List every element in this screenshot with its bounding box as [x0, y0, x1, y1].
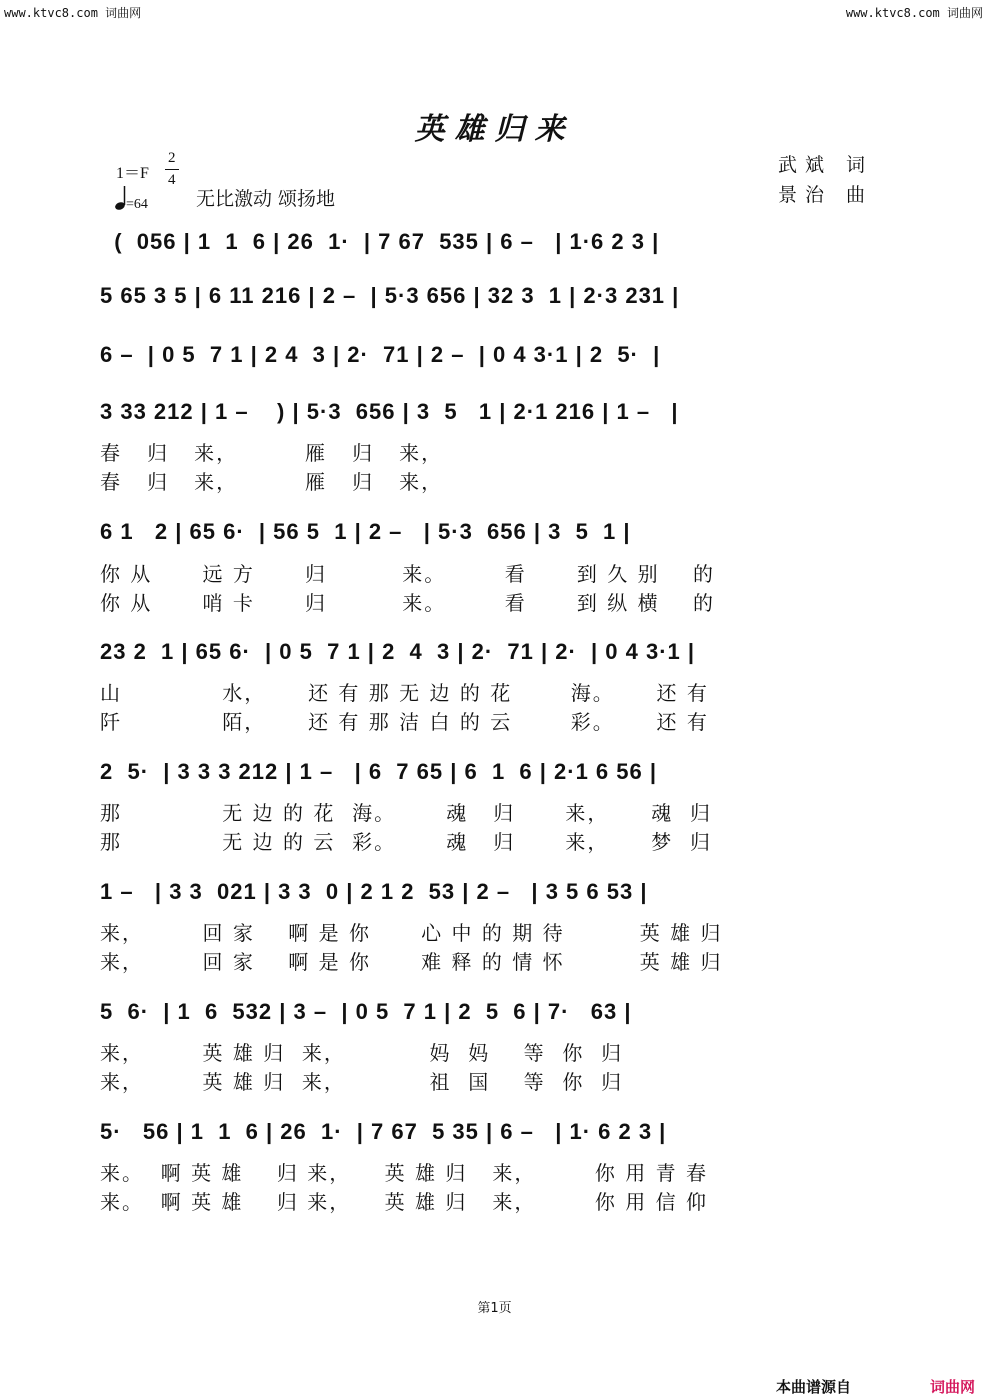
- notation-line: 5 65 3 5 | 6 11 216 | 2 – | 5·3 656 | 32 3 1 | 2·3 231 |: [100, 283, 680, 308]
- song-title: 英雄归来: [414, 112, 575, 147]
- header-left-url: www.ktvc8.com 词曲网: [4, 6, 142, 20]
- source-label: 本曲谱源自: [776, 1378, 852, 1396]
- key-signature: 1＝F: [116, 165, 149, 182]
- notation-line: 5 6· | 1 6 532 | 3 – | 0 5 7 1 | 2 5 6 | 7· 63 |: [100, 999, 632, 1024]
- notation-line: 6 1 2 | 65 6· | 56 5 1 | 2 – | 5·3 656 | 3 5 1 |: [100, 519, 631, 544]
- lyric-verse-1: 你 从 远 方 归 来。 看 到 久 别 的: [100, 562, 716, 586]
- time-signature-bottom: 4: [168, 172, 176, 188]
- score-row-6: [100, 632, 922, 672]
- lyric-verse-2: 那 无 边 的 云 彩。 魂 归 来， 梦 归: [100, 830, 712, 854]
- notation-line: 6 – | 0 5 7 1 | 2 4 3 | 2· 71 | 2 – | 0 4 3·1 | 2 5· |: [100, 342, 661, 367]
- lyric-verse-1: 来。 啊 英 雄 归 来， 英 雄 归 来， 你 用 青 春: [100, 1161, 709, 1185]
- page-number: 第1页: [477, 1301, 512, 1316]
- score-row-5: [100, 512, 922, 552]
- composer-credit: 景治 曲: [778, 184, 874, 206]
- score-row-9: [100, 992, 922, 1032]
- notation-line: 2 5· | 3 3 3 212 | 1 – | 6 7 65 | 6 1 6 | 2·1 6 56 |: [100, 759, 658, 784]
- notation-line: 1 – | 3 3 021 | 3 3 0 | 2 1 2 53 | 2 – | 3 5 6 53 |: [100, 879, 648, 904]
- notation-line: 23 2 1 | 65 6· | 0 5 7 1 | 2 4 3 | 2· 71 | 2· | 0 4 3·1 |: [100, 639, 696, 664]
- score-row-1: [100, 222, 922, 262]
- lyric-verse-2: 来， 回 家 啊 是 你 难 释 的 情 怀 英 雄 归: [100, 950, 723, 974]
- score-row-2: [100, 276, 922, 316]
- header-right-url: www.ktvc8.com 词曲网: [845, 6, 983, 20]
- time-signature-top: 2: [168, 150, 176, 166]
- lyric-verse-1: 春 归 来， 雁 归 来，: [100, 441, 444, 465]
- lyric-verse-1: 那 无 边 的 花 海。 魂 归 来， 魂 归: [100, 801, 712, 825]
- lyric-verse-2: 来， 英 雄 归 来， 祖 国 等 你 归: [100, 1070, 624, 1094]
- score-row-3: [100, 335, 922, 375]
- score-row-7: [100, 752, 922, 792]
- time-signature-line: [165, 169, 179, 170]
- lyric-verse-1: 山 水， 还 有 那 无 边 的 花 海。 还 有: [100, 681, 709, 705]
- lyric-verse-2: 你 从 哨 卡 归 来。 看 到 纵 横 的: [100, 591, 716, 615]
- source-logo[interactable]: 词曲网: [929, 1378, 975, 1396]
- expression-marking: 无比激动 颂扬地: [196, 188, 336, 210]
- score-row-8: [100, 872, 922, 912]
- lyric-verse-2: 阡 陌， 还 有 那 洁 白 的 云 彩。 还 有: [100, 710, 709, 734]
- lyric-verse-1: 来， 回 家 啊 是 你 心 中 的 期 待 英 雄 归: [100, 921, 723, 945]
- notation-line: ( 056 | 1 1 6 | 26 1· | 7 67 535 | 6 – | 1·6 2 3 |: [100, 229, 660, 254]
- notation-line: 3 33 212 | 1 – ) | 5·3 656 | 3 5 1 | 2·1 216 | 1 – |: [100, 399, 679, 424]
- notation-line: 5· 56 | 1 1 6 | 26 1· | 7 67 5 35 | 6 – | 1· 6 2 3 |: [100, 1119, 667, 1144]
- lyricist-credit: 武斌 词: [778, 154, 874, 176]
- lyric-verse-2: 来。 啊 英 雄 归 来， 英 雄 归 来， 你 用 信 仰: [100, 1190, 709, 1214]
- score-row-10: [100, 1112, 922, 1152]
- tempo-marking: =64: [126, 197, 148, 212]
- lyric-verse-2: 春 归 来， 雁 归 来，: [100, 470, 444, 494]
- score-row-4: [100, 392, 922, 432]
- lyric-verse-1: 来， 英 雄 归 来， 妈 妈 等 你 归: [100, 1041, 624, 1065]
